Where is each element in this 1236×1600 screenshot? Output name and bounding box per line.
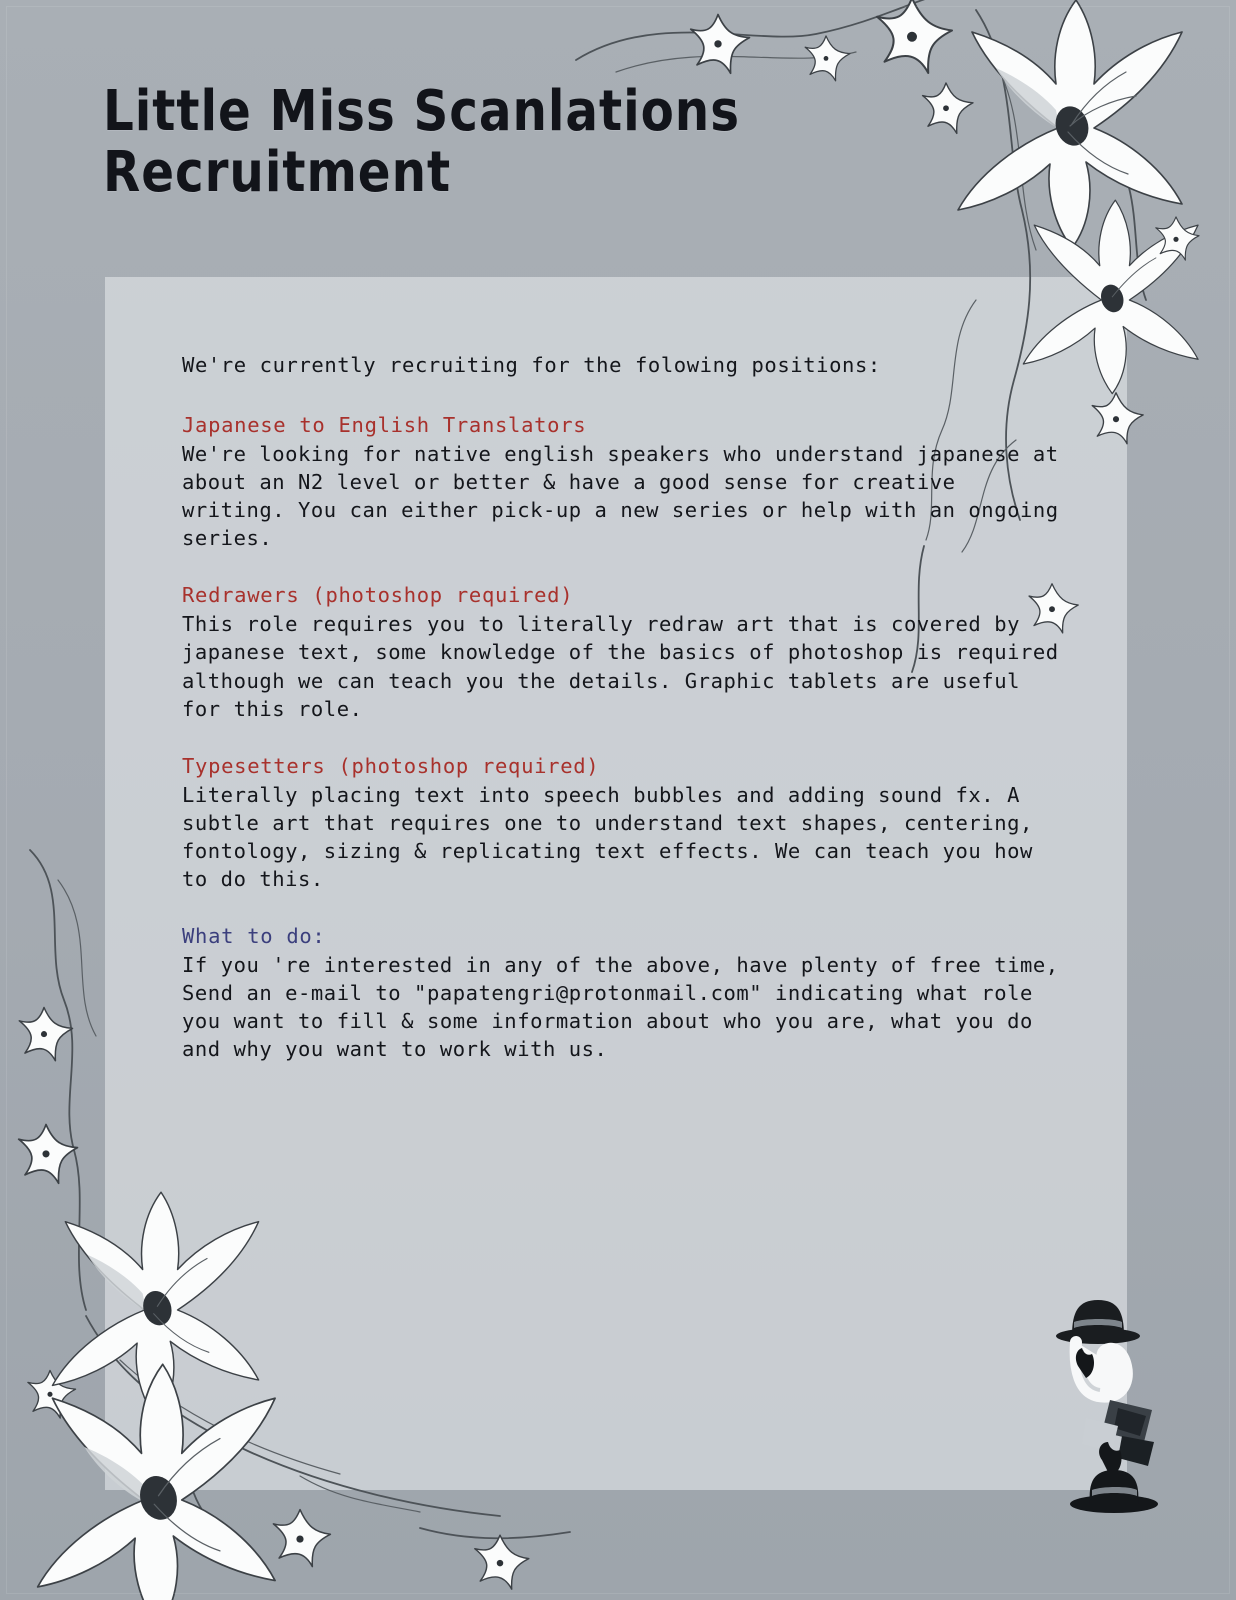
lead-paragraph: We're currently recruiting for the folowing positions: xyxy=(182,353,881,377)
section-translators xyxy=(182,413,1062,552)
section-body-redrawers: This role requires you to literally redraw art that is covered by japanese text, some knowledge of the basics of photoshop is required although we can teach you the details. Graphic tablets are useful for this role. xyxy=(182,612,1059,721)
section-typesetters xyxy=(182,754,1062,893)
title-line-2: Recruitment xyxy=(103,139,452,205)
section-body-typesetters: Literally placing text into speech bubbles and adding sound fx. A subtle art that requires one to understand text shapes, centering, fontology, sizing & replicating text effects. We can teach you how to do this. xyxy=(182,782,1033,891)
title-line-1: Little Miss Scanlations xyxy=(103,79,740,144)
section-heading-what-to-do: What to do: xyxy=(182,923,326,948)
section-body-translators: We're looking for native english speakers who understand japanese at about an N2 level or better & have a good sense for creative writing. You can either pick-up a new series or help with an ongoing series. xyxy=(182,442,1059,551)
section-heading-translators: Japanese to English Translators xyxy=(182,413,587,438)
section-redrawers xyxy=(182,583,1062,722)
page-title xyxy=(103,79,863,205)
section-heading-typesetters: Typesetters (photoshop required) xyxy=(182,753,600,778)
ghost-with-top-hat-mascot xyxy=(1026,1292,1176,1522)
section-body-what-to-do: If you 're interested in any of the above, have plenty of free time, Send an e-mail to "papatengri@protonmail.com" indicating what role you want to fill & some information about who you are, what you do and why you want to work with us. xyxy=(182,952,1059,1062)
section-heading-redrawers: Redrawers (photoshop required) xyxy=(182,583,574,608)
section-what-to-do xyxy=(182,924,1062,1063)
recruitment-content xyxy=(182,352,1062,1094)
